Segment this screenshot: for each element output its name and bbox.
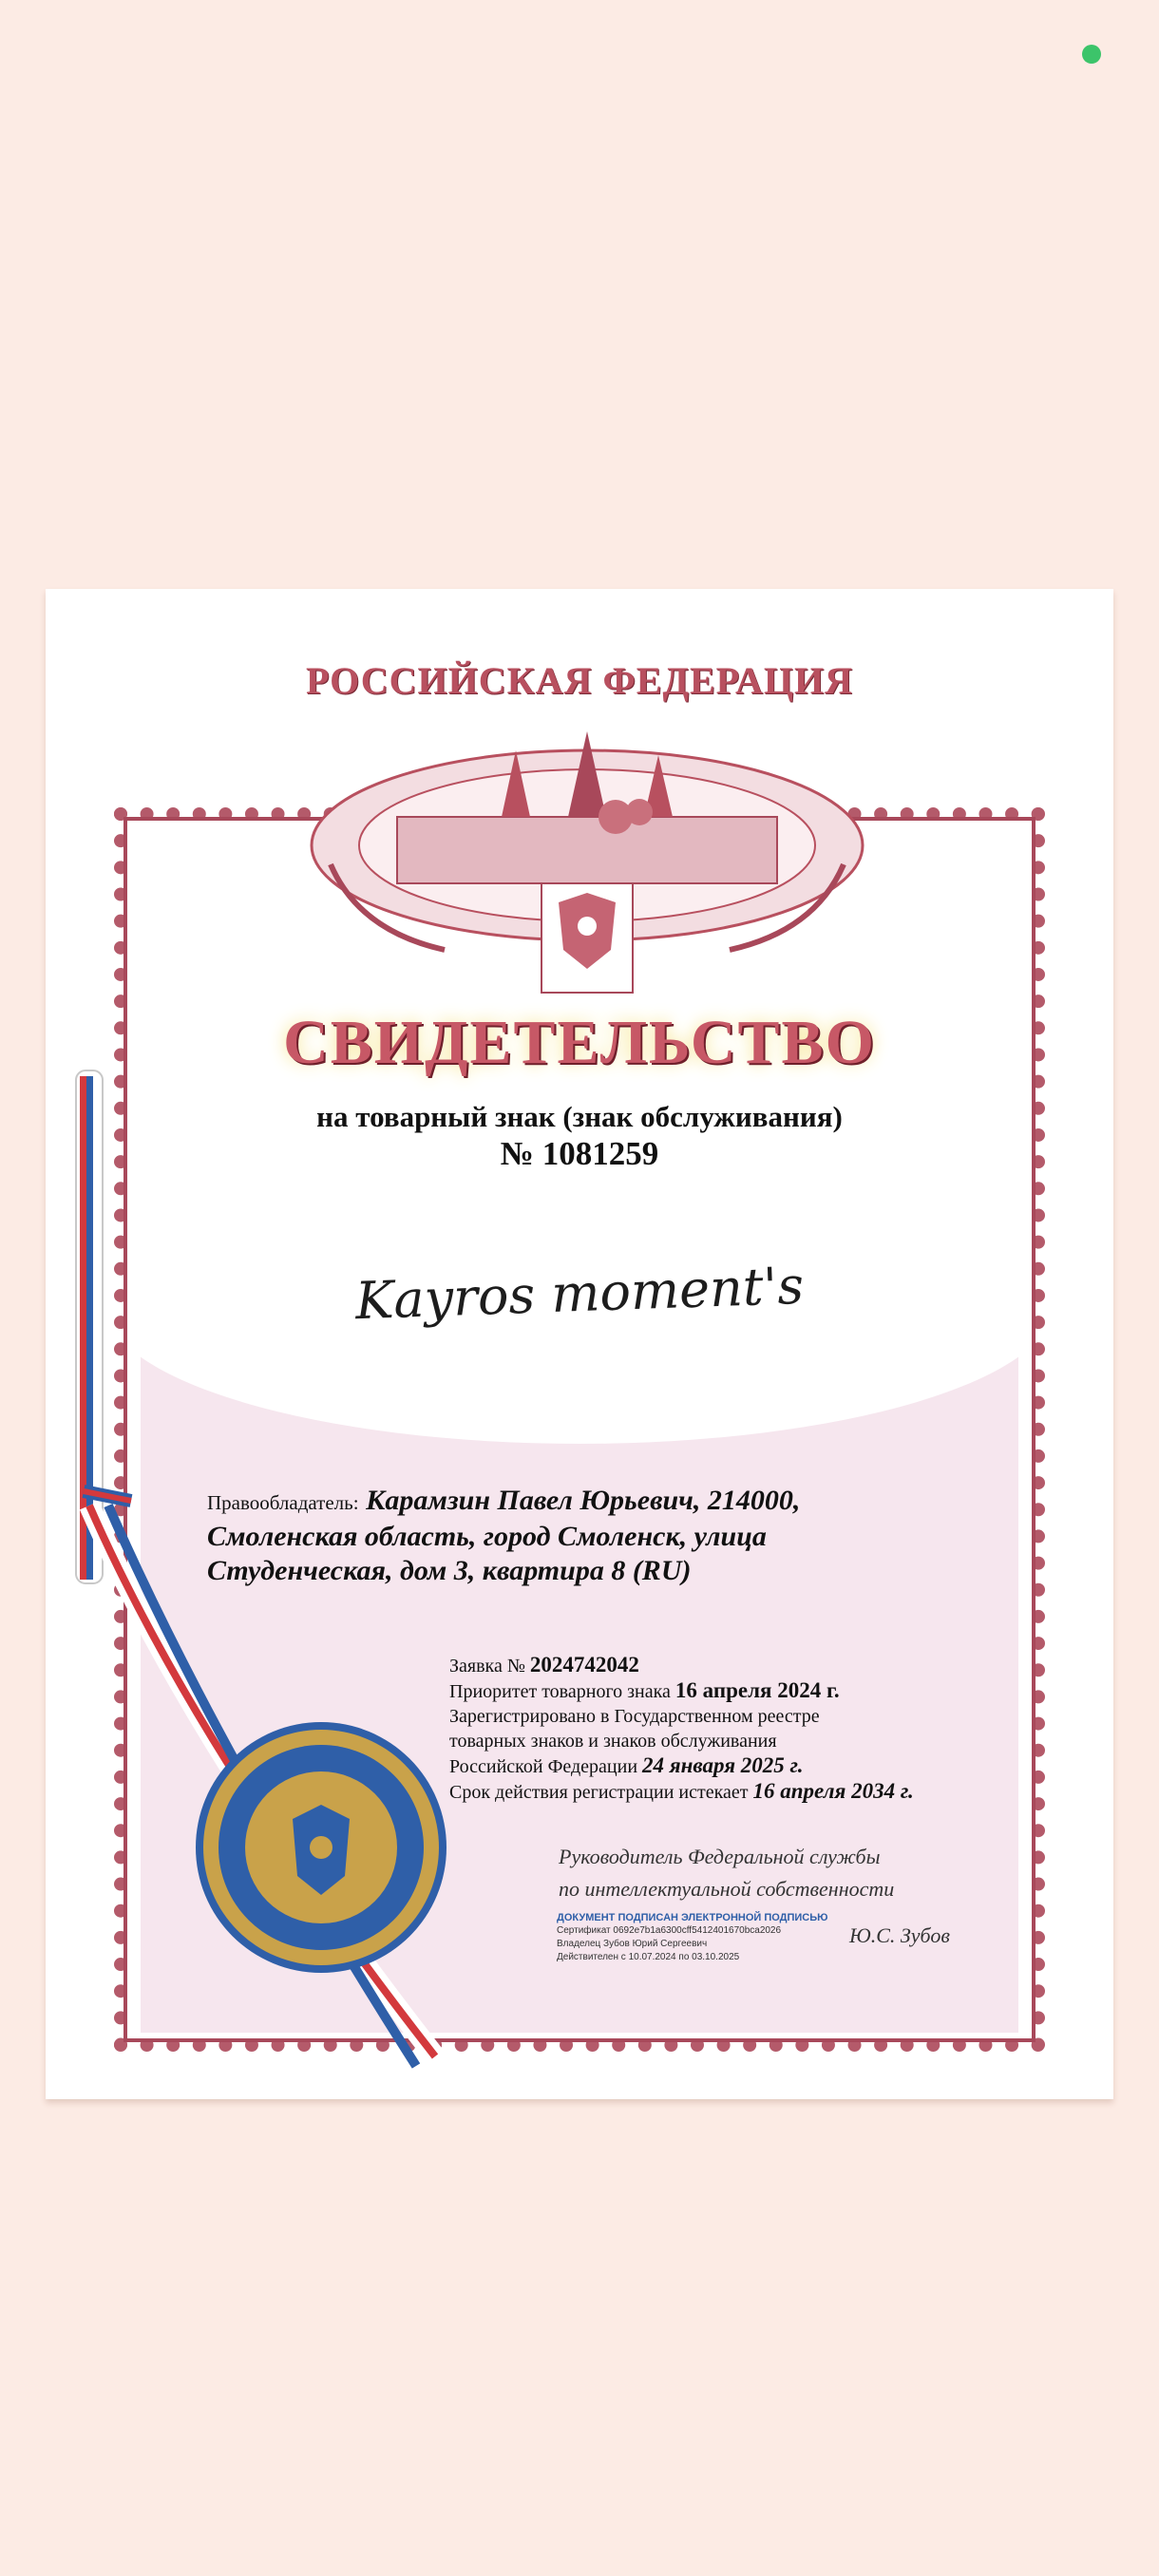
priority-label: Приоритет товарного знака <box>449 1681 671 1702</box>
esig-validity: Действителен с 10.07.2024 по 03.10.2025 <box>557 1952 740 1962</box>
expiry-row <box>449 1779 1038 1805</box>
registered-line1: Зарегистрировано в Государственном реестре <box>449 1706 820 1727</box>
esig-title: ДОКУМЕНТ ПОДПИСАН ЭЛЕКТРОННОЙ ПОДПИСЬЮ <box>557 1912 828 1923</box>
registered-row <box>449 1753 1038 1779</box>
official-title-line2: по интеллектуальной собственности <box>559 1877 895 1901</box>
trademark-text: Kayros moment's <box>353 1255 806 1332</box>
holder-value-line1: Карамзин Павел Юрьевич, 214000, <box>366 1485 801 1516</box>
official-title-line1: Руководитель Федеральной службы <box>559 1845 881 1868</box>
official-name: Ю.С. Зубов <box>849 1923 950 1947</box>
document-title: СВИДЕТЕЛЬСТВО <box>283 1008 876 1077</box>
country-title: РОССИЙСКАЯ ФЕДЕРАЦИЯ <box>305 659 853 702</box>
document-subtitle: на товарный знак (знак обслуживания) <box>316 1100 843 1133</box>
esig-certificate: Сертификат 0692e7b1a6300cff5412401670bca2026 <box>557 1925 782 1936</box>
priority-date: 16 апреля 2024 г. <box>674 1678 840 1702</box>
registered-line2: товарных знаков и знаков обслуживания <box>449 1731 777 1752</box>
holder-label: Правообладатель: <box>207 1491 359 1514</box>
registered-line3: Российской Федерации <box>449 1756 638 1777</box>
esig-owner: Владелец Зубов Юрий Сергеевич <box>557 1939 708 1949</box>
official-title <box>559 1841 894 1905</box>
certificate-number: № 1081259 <box>500 1135 659 1172</box>
application-number: 2024742042 <box>529 1653 639 1676</box>
application-row <box>449 1653 1038 1678</box>
registered-date: 24 января 2025 г. <box>642 1753 804 1777</box>
status-indicator <box>1082 45 1101 64</box>
priority-row <box>449 1678 1038 1704</box>
certificate-document <box>46 589 1113 2099</box>
kremlin-emblem <box>302 712 872 1007</box>
expiry-label: Срок действия регистрации истекает <box>449 1782 749 1803</box>
expiry-date: 16 апреля 2034 г. <box>752 1779 914 1803</box>
official-seal <box>188 1714 454 1980</box>
application-label: Заявка № <box>449 1656 525 1676</box>
electronic-signature-stamp <box>557 1911 870 1964</box>
holder-value-line3: Студенческая, дом 3, квартира 8 (RU) <box>207 1555 692 1586</box>
registration-details <box>449 1653 1038 1805</box>
holder-value-line2: Смоленская область, город Смоленск, улица <box>207 1521 767 1552</box>
